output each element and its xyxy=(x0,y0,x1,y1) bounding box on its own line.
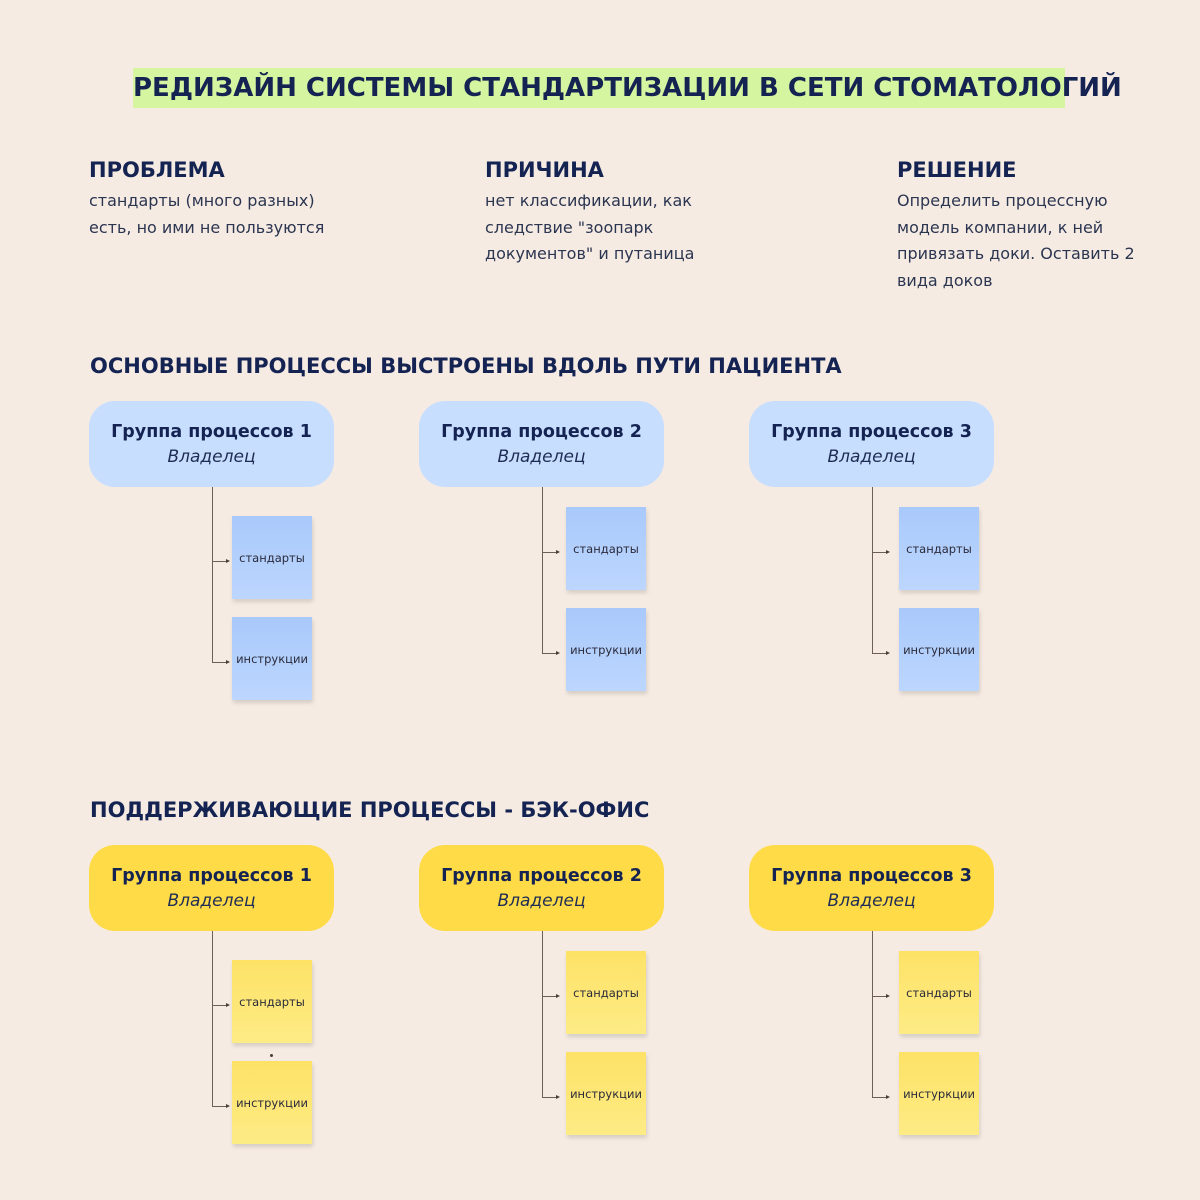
summary-line: стандарты (много разных) xyxy=(89,191,315,210)
sticky-note-instructions[interactable]: инструкции xyxy=(232,1061,312,1144)
group-name: Группа процессов 3 xyxy=(771,422,972,442)
process-group-card[interactable] xyxy=(419,401,664,487)
summary-heading: РЕШЕНИЕ xyxy=(897,158,1017,182)
page-title: РЕДИЗАЙН СИСТЕМЫ СТАНДАРТИЗАЦИИ В СЕТИ СТОМАТОЛОГИЙ xyxy=(133,68,1065,108)
summary-solution xyxy=(897,158,1135,294)
arrow-connector xyxy=(872,552,888,553)
group-name: Группа процессов 1 xyxy=(111,866,312,886)
process-group-card[interactable] xyxy=(89,845,334,931)
sticky-note-instructions[interactable]: инструкции xyxy=(232,617,312,700)
process-group-card[interactable] xyxy=(419,845,664,931)
process-group-card[interactable] xyxy=(749,401,994,487)
group-owner: Владелец xyxy=(167,447,256,467)
sticky-note-standards[interactable]: стандарты xyxy=(232,960,312,1043)
sticky-note-standards[interactable]: стандарты xyxy=(232,516,312,599)
arrow-connector xyxy=(542,653,558,654)
arrow-connector xyxy=(542,1097,558,1098)
process-group-card[interactable] xyxy=(89,401,334,487)
group-name: Группа процессов 3 xyxy=(771,866,972,886)
group-name: Группа процессов 1 xyxy=(111,422,312,442)
summary-line: Определить процессную xyxy=(897,191,1108,210)
sticky-note-instructions[interactable]: инстуркции xyxy=(899,1052,979,1135)
summary-line: вида доков xyxy=(897,270,993,290)
summary-problem xyxy=(89,158,324,241)
arrow-connector xyxy=(872,996,888,997)
group-owner: Владелец xyxy=(167,891,256,911)
arrow-connector xyxy=(542,996,558,997)
arrow-connector xyxy=(212,1005,228,1006)
section-title-support: ПОДДЕРЖИВАЮЩИЕ ПРОЦЕССЫ - БЭК-ОФИС xyxy=(90,798,650,822)
summary-line: следствие "зоопарк xyxy=(485,217,654,237)
summary-line: привязать доки. Оставить 2 xyxy=(897,244,1135,263)
sticky-note-standards[interactable]: стандарты xyxy=(566,507,646,590)
process-group-card[interactable] xyxy=(749,845,994,931)
summary-cause xyxy=(485,158,694,268)
sticky-note-instructions[interactable]: инструкции xyxy=(566,1052,646,1135)
summary-heading: ПРОБЛЕМА xyxy=(89,158,225,182)
sticky-note-standards[interactable]: стандарты xyxy=(566,951,646,1034)
sticky-note-instructions[interactable]: инструкции xyxy=(566,608,646,691)
connector-line xyxy=(212,931,213,1106)
summary-line: модель компании, к ней xyxy=(897,217,1104,237)
arrow-connector xyxy=(872,653,888,654)
connector-line xyxy=(542,931,543,1097)
summary-line: есть, но ими не пользуются xyxy=(89,217,325,237)
section-title-core: ОСНОВНЫЕ ПРОЦЕССЫ ВЫСТРОЕНЫ ВДОЛЬ ПУТИ ПАЦИЕНТА xyxy=(90,354,842,378)
stray-dot xyxy=(270,1054,273,1057)
arrow-connector xyxy=(872,1097,888,1098)
arrow-connector xyxy=(212,1106,228,1107)
sticky-note-standards[interactable]: стандарты xyxy=(899,951,979,1034)
group-owner: Владелец xyxy=(827,447,916,467)
group-owner: Владелец xyxy=(497,891,586,911)
connector-line xyxy=(212,487,213,662)
sticky-note-standards[interactable]: стандарты xyxy=(899,507,979,590)
connector-line xyxy=(542,487,543,653)
summary-line: нет классификации, как xyxy=(485,191,692,210)
arrow-connector xyxy=(212,662,228,663)
arrow-connector xyxy=(212,561,228,562)
group-owner: Владелец xyxy=(827,891,916,911)
group-name: Группа процессов 2 xyxy=(441,422,642,442)
summary-line: документов" и путаница xyxy=(485,244,695,263)
group-owner: Владелец xyxy=(497,447,586,467)
sticky-note-instructions[interactable]: инстуркции xyxy=(899,608,979,691)
group-name: Группа процессов 2 xyxy=(441,866,642,886)
connector-line xyxy=(872,487,873,653)
arrow-connector xyxy=(542,552,558,553)
summary-heading: ПРИЧИНА xyxy=(485,158,604,182)
connector-line xyxy=(872,931,873,1097)
